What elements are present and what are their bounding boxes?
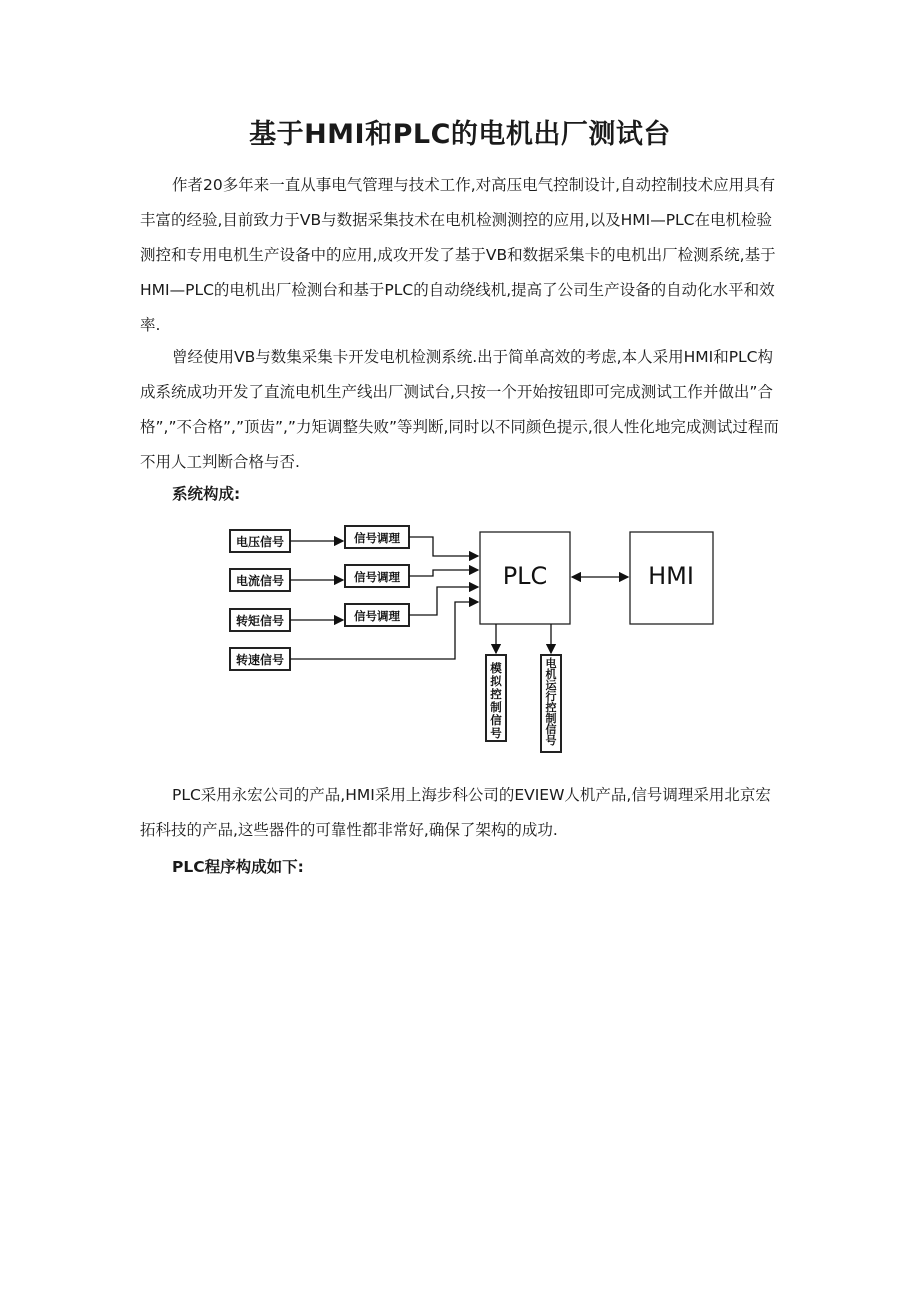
hmi-block: [630, 532, 713, 624]
input-voltage-label: 电压信号: [235, 535, 285, 549]
run-output-char: 号: [545, 734, 557, 747]
run-output-char: 行: [545, 690, 557, 703]
input-torque-signal: [230, 609, 290, 631]
system-heading: 系统构成:: [172, 485, 241, 503]
products-paragraph: PLC采用永宏公司的产品,HMI采用上海步科公司的EVIEW人机产品,信号调理采用北京宏拓科技的产品,这些器件的可靠性都非常好,确保了架构的成功.: [140, 786, 771, 839]
run-output-char: 运: [545, 679, 557, 692]
analog-control-output: [486, 655, 506, 741]
intro-paragraph: 作者20多年来一直从事电气管理与技术工作,对高压电气控制设计,自动控制技术应用具有丰富的经验,目前致力于VB与数据采集技术在电机检测测控的应用,以及HMI—PLC在电机检验测控和专用电机生产设备中的应用,成攻开发了基于VB和数据采集卡的电机出厂检测系统,基于HMI—PLC的电机出厂检测台和基于PLC的自动绕线机,提高了公司生产设备的自动化水平和效率.: [140, 176, 776, 334]
analog-output-char: 模: [490, 661, 502, 675]
input-torque-label: 转矩信号: [235, 614, 285, 628]
input-speed-label: 转速信号: [235, 653, 285, 667]
input-current-label: 电流信号: [235, 574, 285, 588]
analog-output-char: 号: [490, 726, 502, 740]
run-output-char: 电: [545, 657, 557, 670]
input-speed-signal: [230, 648, 290, 670]
hmi-label: HMI: [648, 562, 694, 590]
analog-output-char: 拟: [490, 674, 502, 688]
signal-conditioner-2: [345, 565, 409, 587]
background-paragraph: 曾经使用VB与数集采集卡开发电机检测系统.出于简单高效的考虑,本人采用HMI和PLC构成系统成功开发了直流电机生产线出厂测试台,只按一个开始按钮即可完成测试工作并做出”合格”,”不合格”,”顶齿”,”力矩调整失败”等判断,同时以不同颜色提示,很人性化地完成测试过程而不用人工判断合格与否.: [140, 348, 779, 471]
conditioner-1-label: 信号调理: [354, 531, 400, 545]
plc-block: [480, 532, 570, 624]
plc-label: PLC: [502, 562, 548, 590]
run-output-char: 机: [545, 668, 557, 681]
analog-output-char: 信: [490, 713, 502, 727]
signal-conditioner-1: [345, 526, 409, 548]
input-current-signal: [230, 569, 290, 591]
signal-conditioner-3: [345, 604, 409, 626]
conditioner-3-label: 信号调理: [354, 609, 400, 623]
analog-output-char: 制: [490, 700, 502, 714]
conditioner-2-label: 信号调理: [354, 570, 400, 584]
document-title: 基于HMI和PLC的电机出厂测试台: [249, 119, 671, 150]
run-output-char: 制: [545, 712, 557, 725]
system-diagram: [225, 520, 720, 755]
analog-output-char: 控: [490, 687, 502, 701]
program-heading: PLC程序构成如下:: [172, 858, 304, 876]
input-voltage-signal: [230, 530, 290, 552]
run-output-char: 信: [545, 723, 557, 736]
run-output-char: 控: [545, 701, 557, 714]
motor-run-control-output: [541, 655, 561, 752]
